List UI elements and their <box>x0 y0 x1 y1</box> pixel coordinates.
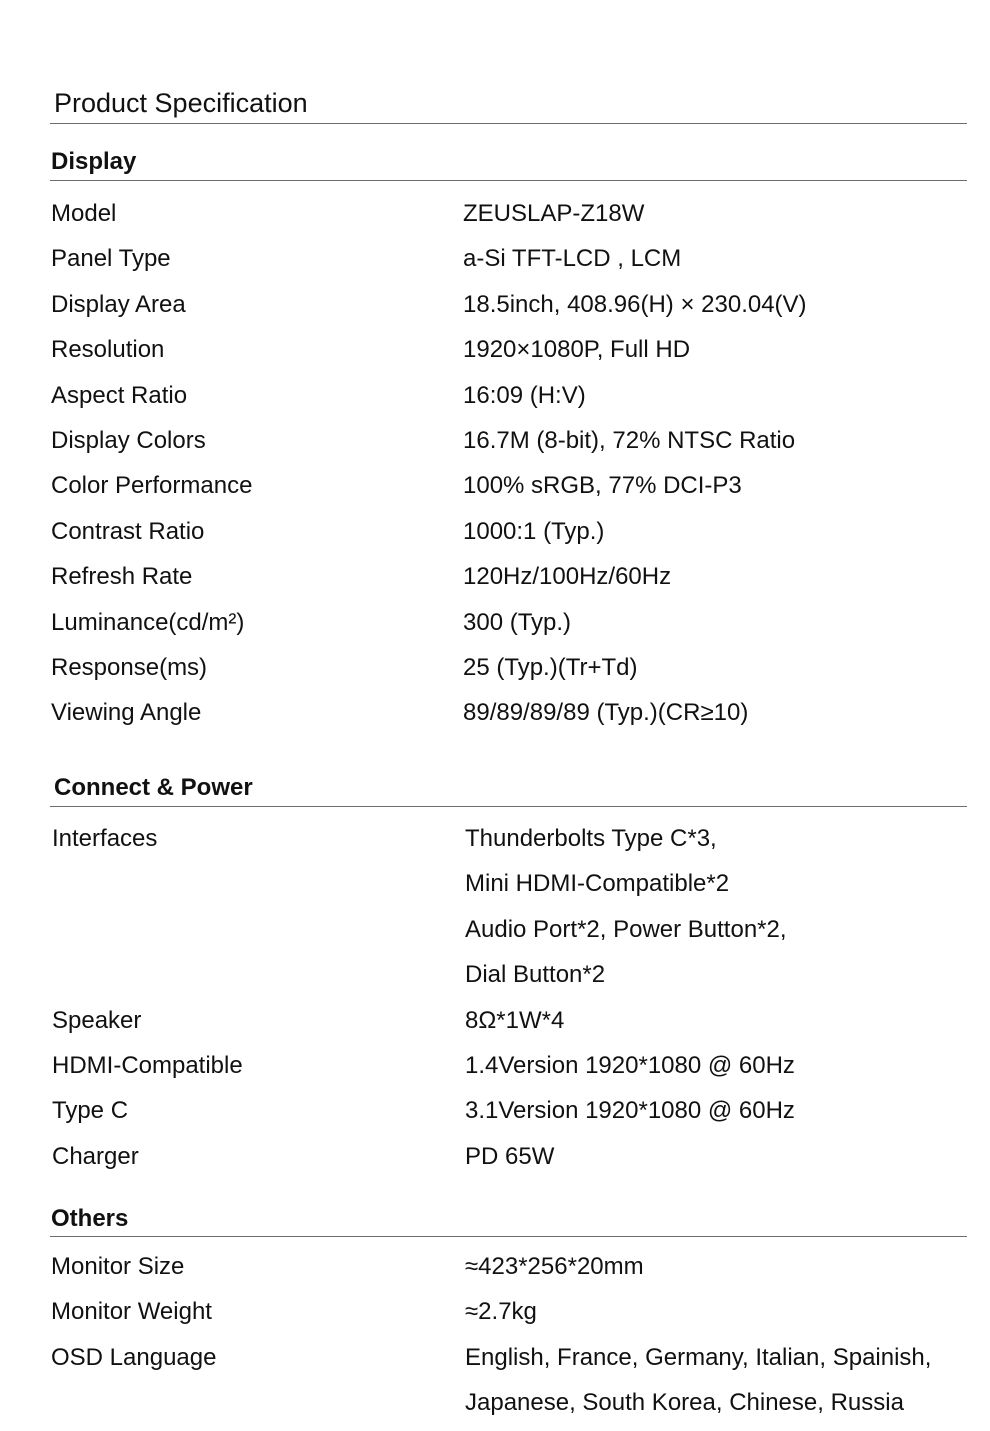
spec-label: Display Colors <box>51 427 206 454</box>
spec-label: Response(ms) <box>51 654 208 681</box>
spec-label: Charger <box>52 1143 139 1170</box>
spec-value: 1.4Version 1920*1080 @ 60Hz <box>465 1052 795 1079</box>
spec-value: Thunderbolts Type C*3, <box>465 825 717 852</box>
spec-value: 1920×1080P, Full HD <box>463 336 691 363</box>
spec-label: Type C <box>52 1097 129 1124</box>
section-divider <box>50 806 967 807</box>
spec-value: 89/89/89/89 (Typ.)(CR≥10) <box>463 699 749 726</box>
spec-value: ≈423*256*20mm <box>465 1253 644 1280</box>
spec-label: Speaker <box>52 1007 142 1034</box>
spec-row <box>0 517 990 547</box>
spec-row <box>0 1343 990 1373</box>
spec-row <box>0 869 990 899</box>
spec-label: Viewing Angle <box>51 699 202 726</box>
section-heading: Others <box>51 1205 129 1232</box>
spec-row <box>0 562 990 592</box>
spec-label: Display Area <box>51 291 186 318</box>
spec-label: Monitor Size <box>51 1253 185 1280</box>
spec-label: Luminance(cd/m²) <box>51 609 245 636</box>
spec-row <box>0 698 990 728</box>
spec-value: 100% sRGB, 77% DCI-P3 <box>463 472 742 499</box>
spec-row <box>0 1051 990 1081</box>
spec-row <box>0 1142 990 1172</box>
spec-label: Resolution <box>51 336 165 363</box>
spec-row <box>0 199 990 229</box>
spec-row <box>0 1297 990 1327</box>
spec-value: 3.1Version 1920*1080 @ 60Hz <box>465 1097 795 1124</box>
section-heading: Display <box>51 148 137 175</box>
spec-row <box>0 426 990 456</box>
spec-row <box>0 608 990 638</box>
spec-label: HDMI-Compatible <box>52 1052 243 1079</box>
spec-row <box>0 335 990 365</box>
spec-label: Contrast Ratio <box>51 518 205 545</box>
spec-row <box>0 290 990 320</box>
spec-row <box>0 381 990 411</box>
spec-label: Color Performance <box>51 472 253 499</box>
spec-label: Interfaces <box>52 825 158 852</box>
spec-label: Refresh Rate <box>51 563 193 590</box>
spec-row <box>0 1096 990 1126</box>
spec-row <box>0 824 990 854</box>
page-title: Product Specification <box>54 88 308 118</box>
spec-row <box>0 244 990 274</box>
spec-label: Aspect Ratio <box>51 382 188 409</box>
spec-value: ≈2.7kg <box>465 1298 537 1325</box>
spec-label: OSD Language <box>51 1344 217 1371</box>
spec-value: Audio Port*2, Power Button*2, <box>465 916 787 943</box>
spec-label: Model <box>51 200 117 227</box>
spec-value: PD 65W <box>465 1143 555 1170</box>
spec-value: 18.5inch, 408.96(H) × 230.04(V) <box>463 291 807 318</box>
spec-label: Monitor Weight <box>51 1298 212 1325</box>
section-divider <box>50 1236 967 1237</box>
title-divider <box>50 123 967 124</box>
spec-value: 1000:1 (Typ.) <box>463 518 605 545</box>
spec-value: 25 (Typ.)(Tr+Td) <box>463 654 638 681</box>
spec-value: 120Hz/100Hz/60Hz <box>463 563 672 590</box>
spec-row <box>0 915 990 945</box>
spec-row <box>0 1252 990 1282</box>
section-divider <box>50 180 967 181</box>
spec-value: a-Si TFT-LCD , LCM <box>463 245 682 272</box>
spec-value: 16:09 (H:V) <box>463 382 586 409</box>
spec-row <box>0 653 990 683</box>
spec-value: English, France, Germany, Italian, Spainish, <box>465 1344 932 1371</box>
spec-label: Panel Type <box>51 245 171 272</box>
spec-value: 300 (Typ.) <box>463 609 572 636</box>
spec-value: 8Ω*1W*4 <box>465 1007 565 1034</box>
spec-value: Japanese, South Korea, Chinese, Russia <box>465 1389 904 1416</box>
spec-value: 16.7M (8-bit), 72% NTSC Ratio <box>463 427 796 454</box>
spec-value: ZEUSLAP-Z18W <box>463 200 645 227</box>
spec-row <box>0 1006 990 1036</box>
section-heading: Connect & Power <box>54 774 253 801</box>
spec-value: Dial Button*2 <box>465 961 606 988</box>
spec-row <box>0 1388 990 1418</box>
spec-row <box>0 471 990 501</box>
spec-value: Mini HDMI-Compatible*2 <box>465 870 730 897</box>
spec-row <box>0 960 990 990</box>
